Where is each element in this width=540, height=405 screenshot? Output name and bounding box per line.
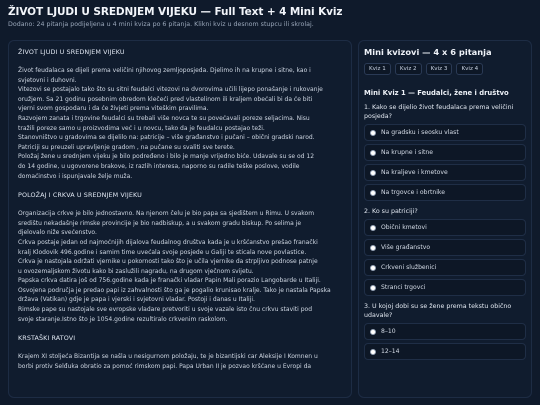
text-line: Život feudalaca se dijeli prema veličini njihovog zemljoposjeda. Djelimo ih na krupne i sitne, kao i xyxy=(18,67,311,74)
option-label: 8–10 xyxy=(381,328,396,335)
full-text-panel[interactable] xyxy=(8,40,352,398)
text-line: Organizacija crkve je bilo jednostavno. Na njenom čelu je bio papa sa sjedištem u Rimu. U svakom xyxy=(18,210,315,218)
answer-option[interactable] xyxy=(364,184,526,201)
option-label: 12–14 xyxy=(381,348,400,355)
text-line: tražili poreze samo u proizvodima već i u novcu, tako da je feudalcu postajao teži. xyxy=(18,124,265,132)
text-line: oružjem. Sa 21 godinu posebnim obredom klečeći pred vlastelinom ili kraljem obećali bi da će biti xyxy=(18,95,313,103)
tab-kviz-1[interactable]: Kviz 1 xyxy=(364,63,391,75)
text-line: vjerni svom gospodaru i da će živjeti prema viteškim pravilima. xyxy=(18,105,209,113)
text-line: Stanovništvo u gradovima se dijelilo na: patricije – više građanstvo i pučani – obični gradski narod. xyxy=(18,134,315,142)
answer-option[interactable] xyxy=(364,164,526,181)
radio-icon[interactable] xyxy=(370,245,376,251)
text-line: Papska crkva datira još od 756.godine kada je franački vladar Papin Mali porazio Langobarde u Italiji. xyxy=(18,277,321,285)
section-body xyxy=(18,209,342,324)
option-label: Stranci trgovci xyxy=(381,284,426,291)
option-label: Obični kmetovi xyxy=(381,224,427,231)
option-label: Na kraljeve i kmetove xyxy=(381,169,448,176)
radio-icon[interactable] xyxy=(370,349,376,355)
text-line: do 14 godine, u ugovorene brakove, iz razlih interesa, naporno su radile teške poslove, vodile xyxy=(18,162,300,170)
question-text: 2. Ko su patriciji? xyxy=(364,208,418,215)
radio-icon[interactable] xyxy=(370,130,376,136)
section-title: POLOŽAJ I CRKVA U SREDNJEM VIJEKU xyxy=(18,191,142,200)
section-body xyxy=(18,66,342,181)
answer-option[interactable] xyxy=(364,219,526,236)
question-text: 3. U kojoj dobi su se žene prema tekstu obično udavale? xyxy=(364,303,512,319)
quiz-heading: Mini kvizovi — 4 x 6 pitanja xyxy=(364,47,492,57)
text-line: Vitezovi se postajalo tako što su sitni feudalci vitezovi na dvorovima učili lijepo ponašanje i rukovanje xyxy=(18,86,323,94)
section-title: ŽIVOT LJUDI U SREDNJEM VIJEKU xyxy=(18,48,125,56)
question-text: 1. Kako se dijelio život feudalaca prema veličini posjeda? xyxy=(364,104,514,120)
quiz-title: Mini Kviz 1 — Feudalci, žene i društvo xyxy=(364,89,509,97)
section-body xyxy=(18,352,342,371)
section-title: KRSTAŠKI RATOVI xyxy=(18,334,76,343)
option-label: Više građanstvo xyxy=(381,244,431,251)
text-section xyxy=(18,48,342,181)
option-label: Na trgovce i obrtnike xyxy=(381,189,445,196)
answer-option[interactable] xyxy=(364,279,526,296)
quiz-panel[interactable] xyxy=(358,40,532,398)
answer-option[interactable] xyxy=(364,343,526,360)
text-line: borbi protiv Selđuka obratio za pomoć rimskom papi. Papa Urban II je pozvao kršćane u Evropi da xyxy=(18,362,312,370)
tab-kviz-4[interactable]: Kviz 4 xyxy=(456,63,483,75)
text-line: Crkva postaje jedan od najmoćnijih dijalova feudalnog društva kada je u kršćanstvo prešao franački xyxy=(18,238,318,246)
text-section xyxy=(18,191,342,324)
page-subtitle: Dodano: 24 pitanja podijeljena u 4 mini kviza po 6 pitanja. Klikni kviz u desnom stupcu ili skrolaj. xyxy=(8,21,314,28)
text-line: Razvojem zanata i trgovine feudalci su trebali više novca te su povećavali poreze seljacima. Nisu xyxy=(18,114,310,122)
answer-option[interactable] xyxy=(364,124,526,141)
page-header xyxy=(8,6,532,28)
radio-icon[interactable] xyxy=(370,225,376,231)
text-line: središtu nekadašnje rimske provincije je bio nadbiskup, a u svakom gradu biskup. Po selima je xyxy=(18,219,302,227)
text-line: Patriciji su preuzeli upravljenje gradom , na pučane su svaliti sve terete. xyxy=(18,143,235,151)
text-line: domaćinstvo i ispunjavale želje muža. xyxy=(18,172,133,180)
answer-option[interactable] xyxy=(364,323,526,340)
option-label: Na gradsku i seosku vlast xyxy=(381,129,459,136)
radio-icon[interactable] xyxy=(370,285,376,291)
tab-kviz-2[interactable]: Kviz 2 xyxy=(395,63,422,75)
radio-icon[interactable] xyxy=(370,265,376,271)
text-line: Crkva je nastojala održati vjernike u pokornosti tako što je učila vjernike da strpljivo podnose patnje xyxy=(18,258,318,266)
option-label: Crkveni službenici xyxy=(381,264,437,271)
tab-kviz-3[interactable]: Kviz 3 xyxy=(426,63,453,75)
page-title: ŽIVOT LJUDI U SREDNJEM VIJEKU — Full Text + 4 Mini Kviz xyxy=(8,6,343,18)
radio-icon[interactable] xyxy=(370,329,376,335)
text-line: djelovalo niže svećenstvo. xyxy=(18,229,97,237)
text-line: Osvojena područja je predao papi iz zahvalnosti što ga je pogalio krunisao kralje. Tako je nastala Papska xyxy=(18,286,331,294)
text-line: država (Vatikan) gdje je papa i vjerski i svjetovni vladar. Postoji i danas u Italiji. xyxy=(18,296,255,304)
text-line: Položaj žene u srednjem vijeku je bilo podređeno i bilo je manje vrijedno biće. Udavale su se od 12 xyxy=(18,153,315,161)
text-line: svoje staranje.Istno što je 1054.godine rezultiralo crkvenim raskolom. xyxy=(18,315,228,323)
answer-option[interactable] xyxy=(364,239,526,256)
text-line: u ovozemaljskom životu kako bi zaslužili nagradu, na drugom vječnom svijetu. xyxy=(18,267,254,275)
text-section xyxy=(18,334,342,371)
text-line: Rimske pape su nastojale sve evropske vladare pretvoriti u svoje vazale isto čnu crkvu staviti pod xyxy=(18,306,312,314)
radio-icon[interactable] xyxy=(370,150,376,156)
option-label: Na krupne i sitne xyxy=(381,149,434,156)
answer-option[interactable] xyxy=(364,259,526,276)
answer-option[interactable] xyxy=(364,144,526,161)
text-line: kralj Klodovik 496.godine i samim time uvećala svoje posjede u Galiji te sticala nove povlastice. xyxy=(18,248,307,256)
quiz-tabs xyxy=(364,63,526,75)
radio-icon[interactable] xyxy=(370,190,376,196)
text-line: svjetovni i duhovni. xyxy=(18,76,77,84)
text-line: Krajem XI stoljeća Bizantija se našla u nesigurnom položaju, te je bizantijski car Aleksije I Komnen u xyxy=(18,353,318,361)
radio-icon[interactable] xyxy=(370,170,376,176)
